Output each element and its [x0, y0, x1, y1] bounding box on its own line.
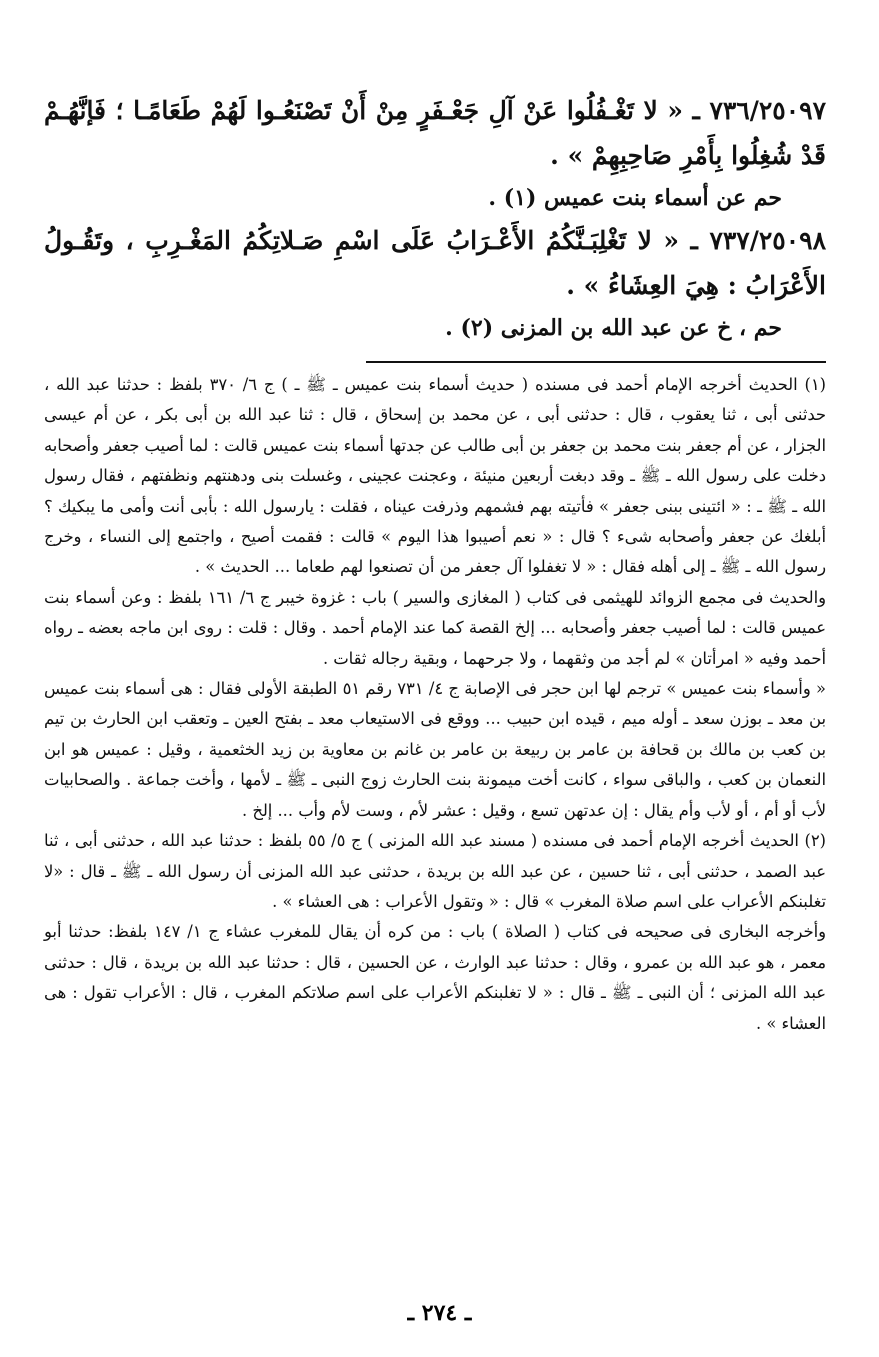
- footnote-2-bukhari: وأخرجه البخارى فى صحيحه فى كتاب ( الصلاة ) باب : من كره أن يقال للمغرب عشاء ج ١/ ١٤٧ بلفظ: حدثنا أبو معمر ، هو عبد الله بن عمرو ، وقال : حدثنا عبد الوارث ، عن الحسين ، قال : حدثنا عبد الله بن بريدة ، قال : حدثنى عبد الله المزنى ؛ أن النبى ـ ﷺ ـ قال : « لا تغلبنكم الأعراب على اسم صلاتكم المغرب ، قال : الأعراب تقول : هى العشاء » .: [44, 922, 826, 1033]
- hadith-text-1: ٧٣٦/٢٥٠٩٧ ـ « لا تَغْـفُلُوا عَنْ آلِ جَعْـفَرٍ مِنْ أَنْ تَصْنَعُـوا لَهُمْ طَعَامًـا ؛ فَإنَّهُـمْ قَدْ شُغِلُوا بِأَمْرِ صَاحِبِهِمْ » .: [44, 96, 826, 170]
- hadith-source-1: حم عن أسماء بنت عميس (١) .: [488, 185, 782, 211]
- hadith-text-2: ٧٣٧/٢٥٠٩٨ ـ « لا تَغْلِبَـنَّكُمُ الأَعْـرَابُ عَلَى اسْمِ صَـلاتِكُمُ المَغْـرِبِ ، وتَقُـولُ الأَعْرَابُ : هِيَ العِشَاءُ » .: [44, 226, 826, 300]
- footnote-2: (٢) الحديث أخرجه الإمام أحمد فى مسنده ( مسند عبد الله المزنى ) ج ٥/ ٥٥ بلفظ : حدثنا عبد الله ، حدثنى أبى ، ثنا عبد الصمد ، حدثنى أبى ، ثنا حسين ، عن عبد الله بن بريدة ، حدثنى عبد الله المزنى أن رسول الله ـ ﷺ ـ قال : «لا تغلبنكم الأعراب على اسم صلاة المغرب » قال : « وتقول الأعراب : هى العشاء » .: [44, 831, 826, 911]
- page-number: ـ ٢٧٤ ـ: [407, 1300, 472, 1326]
- footnote-1-majma: والحديث فى مجمع الزوائد للهيثمى فى كتاب ( المغازى والسير ) باب : غزوة خيبر ج ٦/ ١٦١ بلفظ : وعن أسماء بنت عميس قالت : لما أصيب جعفر وأصحابه ... إلخ القصة كما عند الإمام أحمد . وقال : قلت : روى ابن ماجه بعضه ـ رواه أحمد وفيه « امرأتان » لم أجد من وثقهما ، ولا جرحهما ، وبقية رجاله ثقات .: [44, 587, 826, 668]
- footnote-divider: [366, 361, 826, 363]
- document-page: [44, 88, 826, 1039]
- footnote-1: (١) الحديث أخرجه الإمام أحمد فى مسنده ( حديث أسماء بنت عميس ـ ﷺ ـ ) ج ٦/ ٣٧٠ بلفظ : حدثنا عبد الله ، حدثنى أبى ، ثنا يعقوب ، قال : حدثنى أبى ، عن محمد بن إسحاق ، قال : ثنا عبد الله بن أبى بكر ، عن أم عيسى الجزار ، عن أم جعفر بنت محمد بن جعفر بن أبى طالب عن جدتها أسماء بنت عميس قالت : لما أصيب جعفر وأصحابه دخلت على رسول الله ـ ﷺ ـ وقد دبغت أربعين منيئة ، وعجنت عجينى ، وغسلت بنى ودهنتهم ونظفتهم ، فقال رسول الله ـ ﷺ ـ : « ائتينى ببنى جعفر » فأتيته بهم فشمهم وذرفت عيناه ، فقلت : يارسول الله : بأبى أنت وأمى ما يبكيك ؟ أبلغك عن جعفر وأصحابه شىء ؟ قال : « نعم أصيبوا هذا اليوم » قالت : فقمت أصيح ، واجتمع إلى النساء ، وخرج رسول الله ـ ﷺ ـ إلى أهله فقال : « لا تغفلوا آل جعفر من أن تصنعوا لهم طعاما ... الحديث » .: [44, 375, 826, 577]
- hadith-source-2: حم ، خ عن عبد الله بن المزنى (٢) .: [445, 315, 782, 341]
- footnote-1-isaba: « وأسماء بنت عميس » ترجم لها ابن حجر فى الإصابة ج ٤/ ٧٣١ رقم ٥١ الطبقة الأولى فقال : هى أسماء بنت عميس بن معد ـ بوزن سعد ـ أوله ميم ، قيده ابن حبيب ... ووقع فى الاستيعاب معد ـ بفتح العين ـ وتعقب ابن الحارث بن تيم بن كعب بن مالك بن قحافة بن عامر بن ربيعة بن عامر بن غانم بن معاوية بن زيد الخثعمية ، وقيل : عميس هو ابن النعمان بن كعب ، والباقى سواء ، كانت أخت ميمونة بنت الحارث زوج النبى ـ ﷺ ـ لأمها ، وأخت جماعة . والصحابيات لأب أو أم ، أو لأب وأم يقال : إن عدتهن تسع ، وقيل : عشر لأم ، وست لأم وأب ... إلخ .: [44, 679, 826, 820]
